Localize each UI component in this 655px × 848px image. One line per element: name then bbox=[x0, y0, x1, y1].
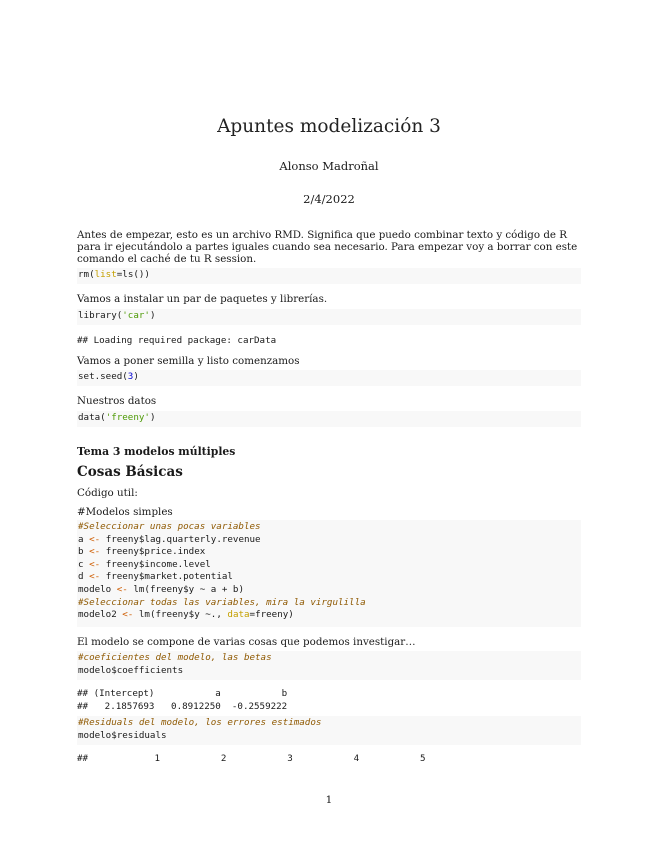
paragraph-compone: El modelo se compone de varias cosas que podemos investigar… bbox=[77, 636, 416, 648]
paragraph-data: Nuestros datos bbox=[77, 395, 157, 407]
output-residuals-header: ## 1 2 3 4 5 bbox=[77, 753, 426, 764]
document-author: Alonso Madroñal bbox=[279, 159, 379, 173]
code-block-residuals: #Residuals del modelo, los errores estimados modelo$residuals bbox=[77, 716, 581, 745]
document-date: 2/4/2022 bbox=[303, 192, 355, 206]
code-block-modelos: #Seleccionar unas pocas variables a <- freeny$lag.quarterly.revenue b <- freeny$price.index c <- freeny$income.level d <- freeny$market.potential modelo <- lm(freeny$y ~ a + b) #Seleccionar todas las variables, mira la virgulilla modelo2 <- lm(freeny$y ~., data=freeny) bbox=[77, 520, 581, 627]
output-coefficients-values: ## 2.1857693 0.8912250 -0.2559222 bbox=[77, 701, 288, 712]
output-coefficients-header: ## (Intercept) a b bbox=[77, 688, 288, 699]
paragraph-install: Vamos a instalar un par de paquetes y librerías. bbox=[77, 293, 328, 305]
paragraph-modelos-simples: #Modelos simples bbox=[77, 506, 173, 518]
code-block-rm: rm(list=ls()) bbox=[77, 268, 581, 284]
heading-tema3: Tema 3 modelos múltiples bbox=[77, 445, 236, 458]
document-title: Apuntes modelización 3 bbox=[217, 116, 441, 137]
code-block-data: data('freeny') bbox=[77, 411, 581, 427]
intro-paragraph: Antes de empezar, esto es un archivo RMD. Significa que puedo combinar texto y código de R para ir ejecutándolo a partes iguales cuando sea necesario. Para empezar voy a borrar con este comando el caché de tu R session. bbox=[77, 229, 578, 266]
page-number: 1 bbox=[325, 794, 333, 806]
code-block-library: library('car') bbox=[77, 309, 581, 325]
heading-cosas-basicas: Cosas Básicas bbox=[77, 464, 183, 480]
paragraph-seed: Vamos a poner semilla y listo comenzamos bbox=[77, 355, 300, 367]
code-block-coefficients: #coeficientes del modelo, las betas modelo$coefficients bbox=[77, 651, 581, 680]
output-loading: ## Loading required package: carData bbox=[77, 335, 277, 346]
paragraph-codigo-util: Código util: bbox=[77, 487, 138, 499]
code-block-seed: set.seed(3) bbox=[77, 370, 581, 386]
